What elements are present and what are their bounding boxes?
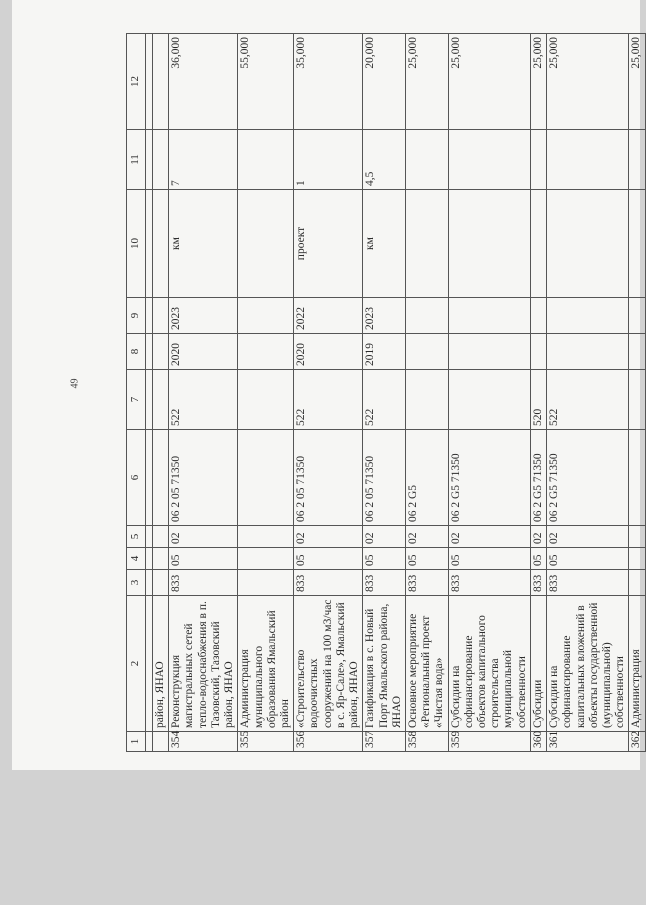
cell-c9: [530, 298, 546, 334]
cell-c4: [238, 548, 294, 570]
header-cell: 5: [127, 526, 146, 548]
cell-c7: 522: [547, 370, 629, 430]
cell-c7: [405, 370, 448, 430]
cell-c3: 833: [405, 570, 448, 596]
cell-c3: 833: [294, 570, 363, 596]
cell-c6: [238, 430, 294, 526]
cell-num: 355: [238, 732, 294, 752]
cell-c6: 06 2 05 71350: [169, 430, 238, 526]
cell-c7: [448, 370, 530, 430]
cell-c11: 7: [169, 130, 238, 190]
cell-c11: [405, 130, 448, 190]
cell-c10: [405, 190, 448, 298]
header-cell: 3: [127, 570, 146, 596]
cell-c6: [153, 430, 169, 526]
cell-name: Основное мероприятие «Региональный проект «Чистая вода»: [405, 596, 448, 732]
table-row: [448, 34, 530, 752]
cell-c7: 520: [530, 370, 546, 430]
cell-c10: км: [363, 190, 406, 298]
cell-c10: проект: [294, 190, 363, 298]
cell-num: 356: [294, 732, 363, 752]
cell-c9: [405, 298, 448, 334]
cell-c11: [530, 130, 546, 190]
cell-c5: [238, 526, 294, 548]
cell-c4: 05: [294, 548, 363, 570]
cell-c8: 2019: [363, 334, 406, 370]
cell-c9: 2022: [294, 298, 363, 334]
cell-c3: 833: [547, 570, 629, 596]
document-page: [12, 0, 643, 770]
cell-c3: [238, 570, 294, 596]
cell-name: район, ЯНАО: [153, 596, 169, 732]
cell-c9: [448, 298, 530, 334]
cell-c6: [629, 430, 645, 526]
cell-c12: 25,000: [547, 34, 629, 130]
cell-c8: [238, 334, 294, 370]
cell-c3: 833: [363, 570, 406, 596]
cell-c11: 1: [294, 130, 363, 190]
cell-c8: 2020: [169, 334, 238, 370]
cell-name: Администрация: [629, 596, 645, 732]
table-row: [405, 34, 448, 752]
table-row: [629, 34, 645, 752]
cell-num: 359: [448, 732, 530, 752]
cell-c6: 06 2 G5 71350: [547, 430, 629, 526]
table-row: [153, 34, 169, 752]
cell-num: 360: [530, 732, 546, 752]
cell-c5: 02: [547, 526, 629, 548]
cell-c9: [238, 298, 294, 334]
table-body: [153, 34, 646, 752]
cell-c10: км: [169, 190, 238, 298]
cell-c12: 25,000: [530, 34, 546, 130]
budget-table-rotated: [126, 34, 643, 752]
cell-c4: 05: [448, 548, 530, 570]
header-cell: 8: [127, 334, 146, 370]
cell-c10: [547, 190, 629, 298]
spacer-row: [146, 34, 153, 752]
cell-num: 358: [405, 732, 448, 752]
cell-c6: 06 2 G5 71350: [448, 430, 530, 526]
cell-c8: [629, 334, 645, 370]
header-cell: 6: [127, 430, 146, 526]
cell-c6: 06 2 G5: [405, 430, 448, 526]
cell-c4: [629, 548, 645, 570]
cell-c11: [448, 130, 530, 190]
cell-c7: 522: [294, 370, 363, 430]
cell-c5: 02: [294, 526, 363, 548]
cell-c3: 833: [530, 570, 546, 596]
cell-c4: 05: [363, 548, 406, 570]
cell-c4: 05: [530, 548, 546, 570]
cell-num: 354: [169, 732, 238, 752]
cell-c8: [405, 334, 448, 370]
cell-name: Субсидии: [530, 596, 546, 732]
cell-c7: [238, 370, 294, 430]
cell-c5: 02: [448, 526, 530, 548]
cell-c9: 2023: [169, 298, 238, 334]
cell-num: [153, 732, 169, 752]
cell-c9: [629, 298, 645, 334]
cell-c12: 20,000: [363, 34, 406, 130]
cell-c12: [153, 34, 169, 130]
cell-num: 361: [547, 732, 629, 752]
cell-c4: 05: [405, 548, 448, 570]
cell-c12: 25,000: [448, 34, 530, 130]
cell-num: 362: [629, 732, 645, 752]
cell-c6: 06 2 05 71350: [294, 430, 363, 526]
cell-c5: 02: [363, 526, 406, 548]
cell-c12: 55,000: [238, 34, 294, 130]
cell-c3: [629, 570, 645, 596]
cell-c9: [547, 298, 629, 334]
header-cell: 4: [127, 548, 146, 570]
cell-name: Реконструкция магистральных сетей тепло-водоснабжения в п. Тазовский, Тазовский район, ЯНАО: [169, 596, 238, 732]
cell-c3: [153, 570, 169, 596]
cell-c5: [153, 526, 169, 548]
cell-c8: 2020: [294, 334, 363, 370]
budget-table: [126, 33, 646, 752]
table-row: [530, 34, 546, 752]
table-row: [169, 34, 238, 752]
cell-c5: 02: [169, 526, 238, 548]
cell-c10: [629, 190, 645, 298]
cell-c6: 06 2 05 71350: [363, 430, 406, 526]
cell-c11: [629, 130, 645, 190]
cell-c10: [530, 190, 546, 298]
page-number: 49: [69, 378, 81, 389]
cell-c10: [238, 190, 294, 298]
cell-c7: [153, 370, 169, 430]
table-row: [238, 34, 294, 752]
cell-name: Газификация в с. Новый Порт Ямальского района, ЯНАО: [363, 596, 406, 732]
cell-c10: [153, 190, 169, 298]
header-cell: 10: [127, 190, 146, 298]
cell-c11: [238, 130, 294, 190]
header-cell: 1: [127, 732, 146, 752]
cell-name: Субсидии на софинансирование объектов капитального строительства муниципальной собственности: [448, 596, 530, 732]
cell-c8: [547, 334, 629, 370]
cell-name: Администрация муниципального образования Ямальский район: [238, 596, 294, 732]
cell-c7: [629, 370, 645, 430]
cell-c12: 36,000: [169, 34, 238, 130]
cell-c8: [530, 334, 546, 370]
cell-c11: [153, 130, 169, 190]
cell-c4: 05: [547, 548, 629, 570]
cell-c3: 833: [169, 570, 238, 596]
cell-c9: 2023: [363, 298, 406, 334]
header-cell: 11: [127, 130, 146, 190]
cell-c5: [629, 526, 645, 548]
header-cell: 12: [127, 34, 146, 130]
header-cell: 7: [127, 370, 146, 430]
table-row: [294, 34, 363, 752]
cell-c11: [547, 130, 629, 190]
cell-c5: 02: [530, 526, 546, 548]
header-cell: 9: [127, 298, 146, 334]
table-row: [363, 34, 406, 752]
cell-c11: 4,5: [363, 130, 406, 190]
cell-c12: 25,000: [629, 34, 645, 130]
cell-c3: 833: [448, 570, 530, 596]
header-row: [127, 34, 146, 752]
cell-c8: [448, 334, 530, 370]
cell-c4: [153, 548, 169, 570]
cell-c10: [448, 190, 530, 298]
cell-c9: [153, 298, 169, 334]
cell-c5: 02: [405, 526, 448, 548]
cell-name: «Строительство водоочистных сооружений на 100 м3/час в с. Яр-Сале», Ямальский район, ЯНАО: [294, 596, 363, 732]
cell-c4: 05: [169, 548, 238, 570]
cell-c6: 06 2 G5 71350: [530, 430, 546, 526]
table-row: [547, 34, 629, 752]
cell-num: 357: [363, 732, 406, 752]
cell-c7: 522: [169, 370, 238, 430]
cell-c12: 35,000: [294, 34, 363, 130]
cell-c7: 522: [363, 370, 406, 430]
cell-name: Субсидии на софинансирование капитальных вложений в объекты государственной (муниципальной) собственности: [547, 596, 629, 732]
header-cell: 2: [127, 596, 146, 732]
cell-c8: [153, 334, 169, 370]
cell-c12: 25,000: [405, 34, 448, 130]
